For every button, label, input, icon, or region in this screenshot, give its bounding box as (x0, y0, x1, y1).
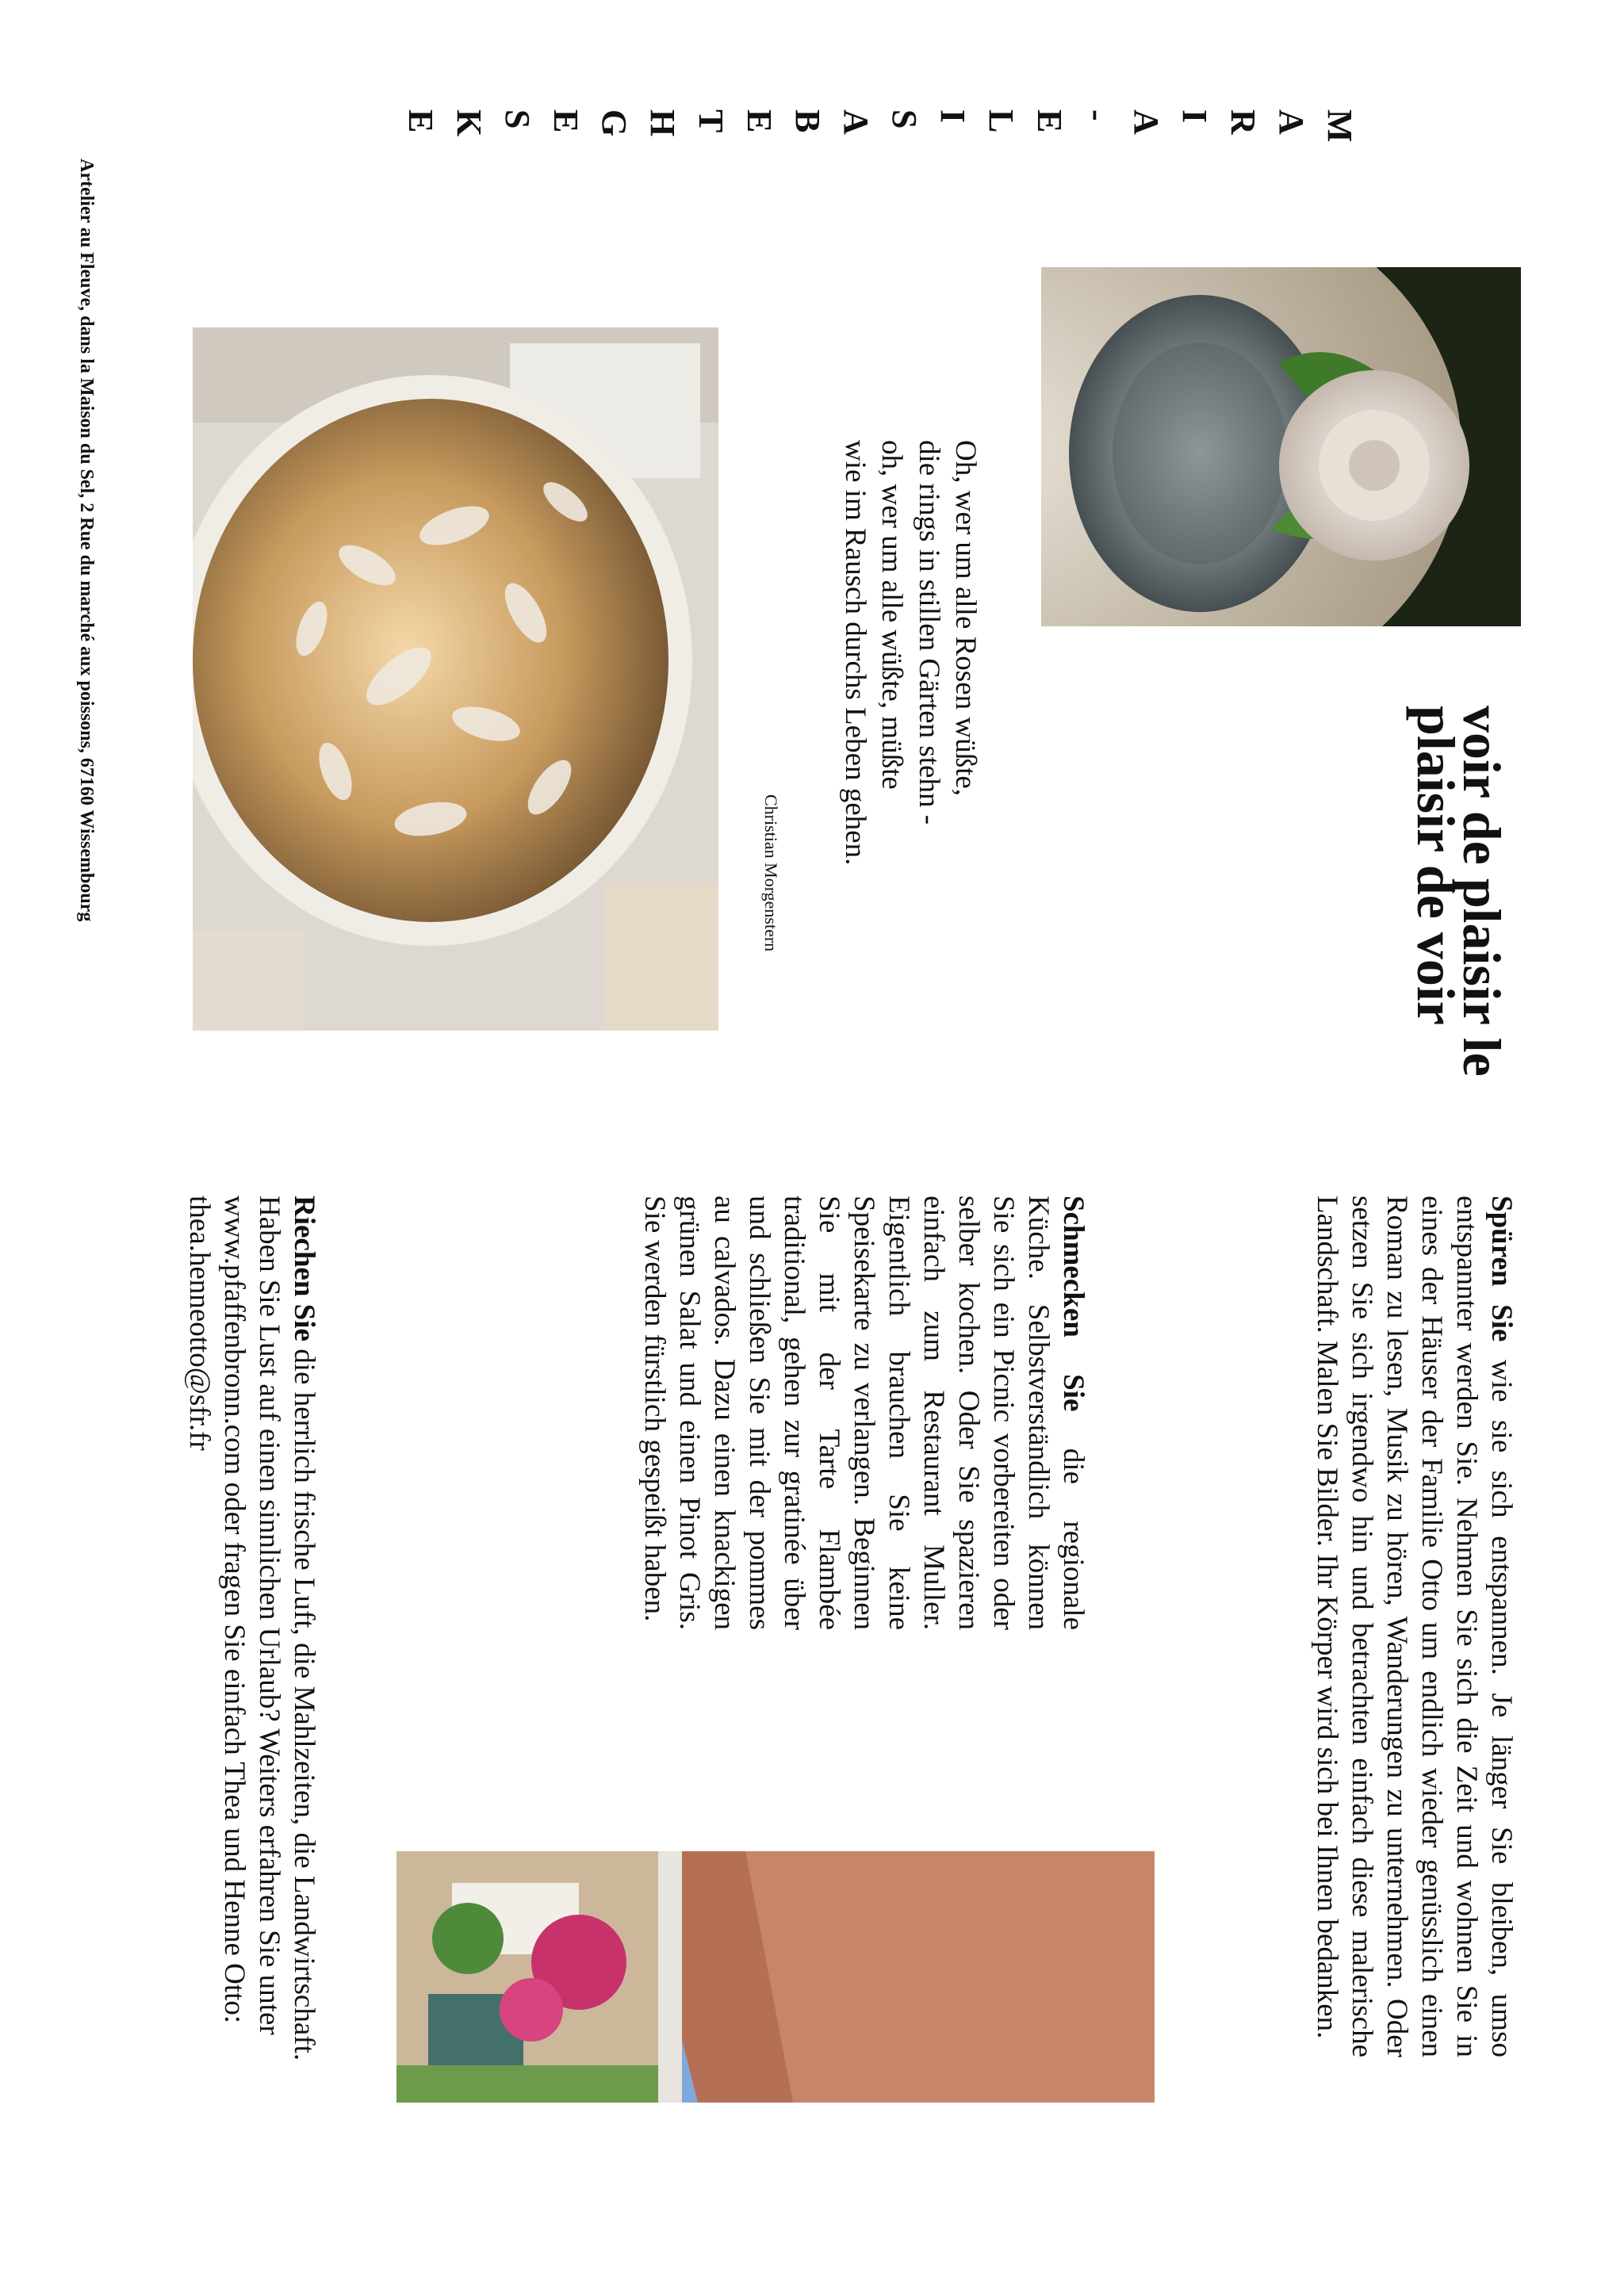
paragraph-schmecken (637, 1196, 1090, 1630)
paragraph-spueren-text: wie sie sich entspannen. Je länger Sie bleiben, umso entspannter werden Sie. Nehmen Sie sich die Zeit und wohnen Sie in eines der Häuser der Familie Otto um endlich wieder genüsslich einen Roman zu lesen, Musik zu hören, Wanderungen zu unternehmen. Oder setzen Sie sich irgendwo hin und betrachten einfach diese malerische Landschaft. Malen Sie Bilder. Ihr Körper wird sich bei Ihnen bedanken. (1310, 1196, 1518, 2057)
paragraph-schmecken-lead: Schmecken Sie (1057, 1196, 1090, 1412)
rose-dish-photo (1041, 267, 1521, 626)
rose-dish-image (1041, 267, 1521, 626)
house-photo (396, 1851, 1155, 2103)
address-footer: Artelier au Fleuve, dans la Maison du Sel, 2 Rue du marché aux poissons, 67160 Wissembourg (76, 159, 97, 922)
poem-line-1: Oh, wer um alle Rosen wüßte, (949, 440, 982, 797)
paragraph-spueren (1309, 1196, 1519, 2057)
poem (837, 440, 983, 865)
paragraph-spueren-lead: Spüren Sie (1485, 1196, 1518, 1342)
paragraph-riechen (182, 1196, 321, 2147)
lantern-photo (193, 327, 718, 1031)
artist-line-1: M A R I A (1127, 109, 1359, 156)
page-title (1405, 706, 1512, 1118)
artist-line-3: E L I S A B E T H (643, 109, 1069, 151)
poem-line-3: oh, wer um alle wüßte, müßte (875, 440, 909, 790)
artist-name (396, 109, 1364, 156)
poem-line-2: die rings in stillen Gärten stehn - (912, 440, 945, 825)
paragraph-schmecken-text: die regionale Küche. Selbstverständlich können Sie sich ein Picnic vorbereiten oder selber kochen. Oder Sie spazieren einfach zum Restaurant Muller. Eigentlich brauchen Sie keine Speisekarte zu verlangen. Beginnen Sie mit der Tarte Flambée traditional, gehen zur gratinée über und schließen Sie mit der pommes au calvados. Dazu einen knackigen grünen Salat und einen Pinot Gris. Sie werden fürstlich gespeißt haben. (638, 1196, 1090, 1630)
paragraph-riechen-lead: Riechen Sie (288, 1196, 320, 1341)
artist-line-4: G E S K E (401, 109, 634, 151)
lantern-image (193, 327, 718, 1031)
house-image (396, 1851, 1155, 2103)
poem-author: Christian Morgenstern (761, 794, 781, 952)
contact-text: Haben Sie Lust auf einen sinnlichen Urlaub? Weiters erfahren Sie unter www.pfaffenbronn.com oder fragen Sie einfach Thea und Henne Otto: thea.henneotto@sfr.fr (182, 1196, 285, 2035)
artist-line-2: - (1078, 109, 1117, 135)
title-text: voir de plaisir le plaisir de voir (1405, 706, 1512, 1077)
paragraph-riechen-text: die herrlich frische Luft, die Mahlzeiten, die Landwirtschaft. (288, 1341, 320, 2061)
poem-line-4: wie im Rausch durchs Leben gehen. (839, 440, 872, 866)
